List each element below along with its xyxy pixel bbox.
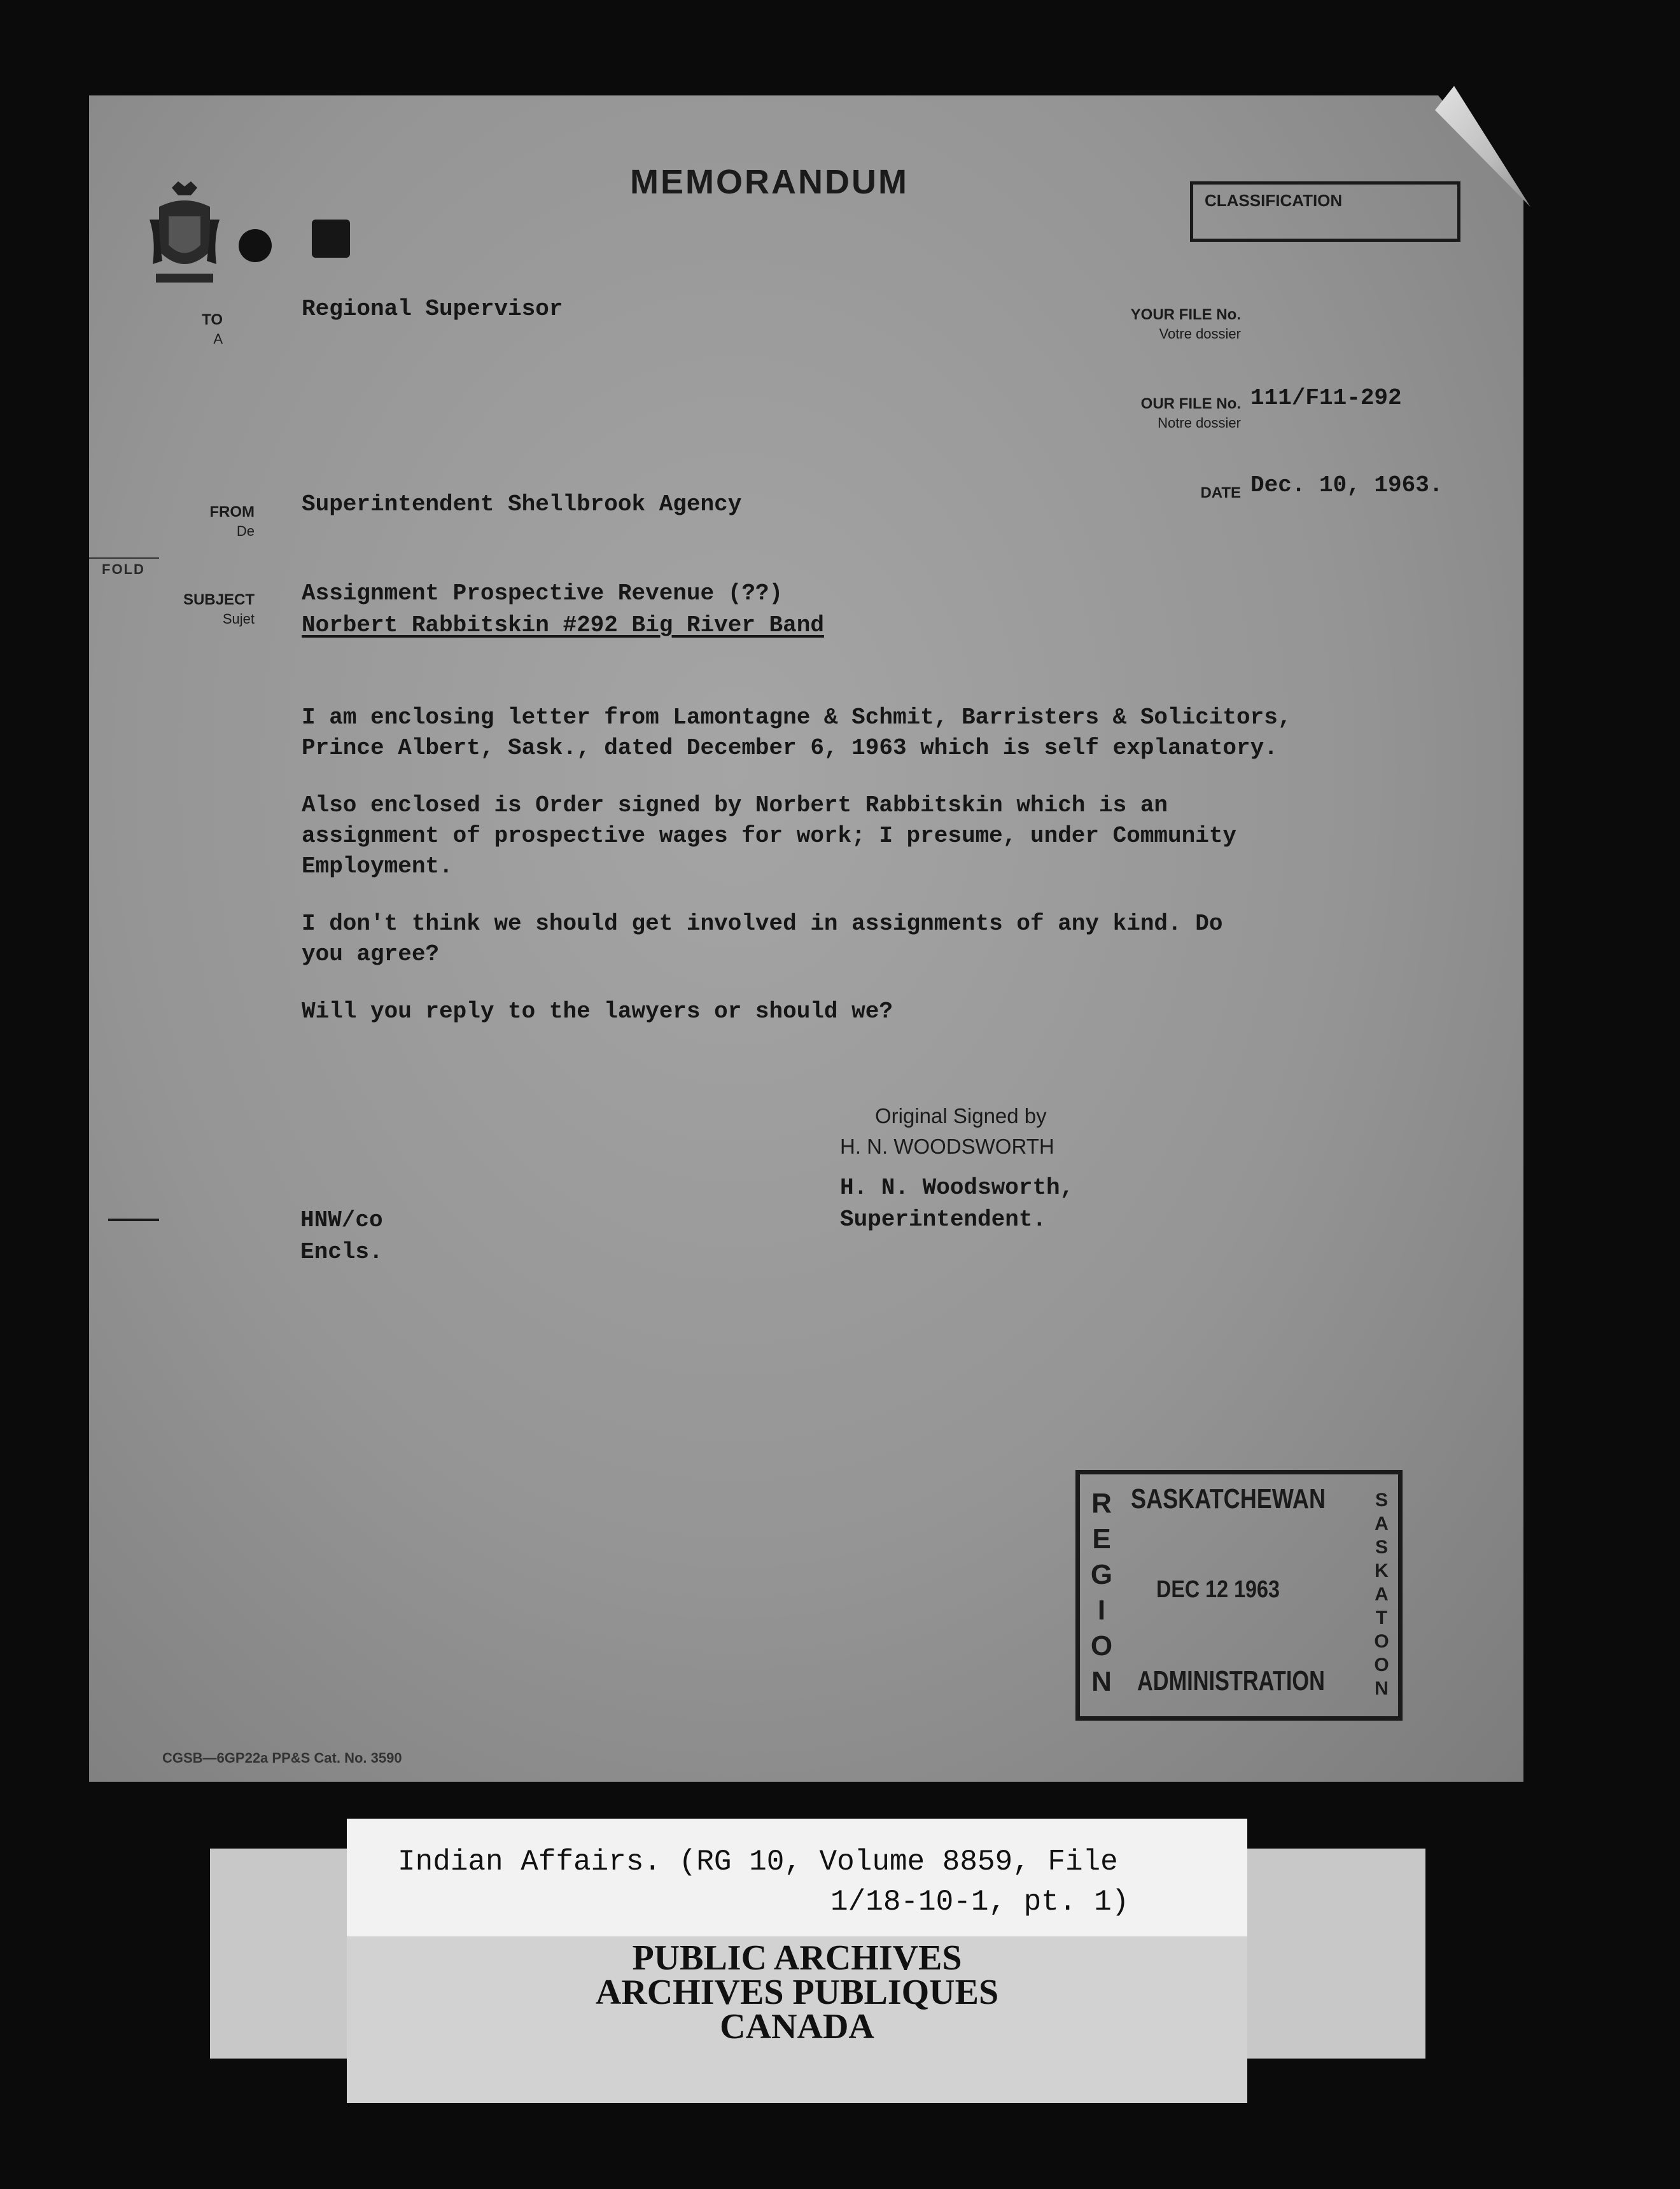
to-field: Regional Supervisor [302,296,563,322]
body-line: I don't think we should get involved in assignments of any kind. Do [302,911,1223,937]
date-label: DATE [1200,484,1241,501]
initials-line: HNW/co [300,1207,383,1233]
original-signed-text: Original Signed by [875,1104,1047,1128]
reference-initials [300,1205,383,1268]
subject-label-fr: Sujet [222,611,255,627]
body-line: I am enclosing letter from Lamontagne & Schmit, Barristers & Solicitors, [302,704,1292,731]
stamp-top-text: SASKATCHEWAN [1131,1483,1326,1514]
stamp-region-letter: R [1091,1488,1112,1519]
stamp-city-letter: O [1374,1631,1389,1652]
stamp-region-letter: N [1091,1666,1112,1697]
stamp-region-vertical [1089,1486,1114,1700]
ink-blot-mark [312,220,350,258]
body-line: Prince Albert, Sask., dated December 6, 1963 which is self explanatory. [302,735,1278,761]
body-line: assignment of prospective wages for work; I presume, under Community [302,823,1237,849]
stamp-city-letter: O [1374,1654,1389,1675]
stamp-city-letter: A [1375,1513,1389,1534]
archive-label [347,1938,1247,2046]
stamp-city-letter: N [1375,1678,1389,1699]
signature-stamp [840,1101,1054,1162]
from-field: Superintendent Shellbrook Agency [302,491,742,517]
to-label-en: TO [202,311,223,328]
typed-signature [840,1172,1074,1236]
stamp-region-letter: E [1092,1523,1111,1555]
fold-mark-line [89,557,159,559]
our-file-field: 111/F11-292 [1250,385,1402,411]
punch-hole-mark [239,229,272,262]
stamp-region-letter: O [1090,1630,1113,1661]
body-line: Employment. [302,853,453,879]
body-line: Also enclosed is Order signed by Norbert Rabbitskin which is an [302,792,1168,818]
archive-line-1: PUBLIC ARCHIVES [632,1938,962,1978]
stamp-city-letter: K [1375,1560,1389,1581]
stamp-date: DEC 12 1963 [1156,1576,1280,1603]
stamp-city-letter: A [1375,1584,1389,1605]
your-file-label-fr: Votre dossier [1159,326,1241,342]
from-label [165,503,255,541]
our-file-label-fr: Notre dossier [1158,415,1241,431]
stamp-region-letter: I [1097,1595,1106,1626]
typed-name: H. N. Woodsworth, [840,1175,1074,1201]
our-file-label-en: OUR FILE No. [1140,395,1241,412]
body-line: you agree? [302,941,440,967]
archive-line-3: CANADA [720,2007,874,2046]
fold-label: FOLD [102,561,145,577]
form-number: CGSB—6GP22a PP&S Cat. No. 3590 [162,1750,402,1766]
your-file-label-en: YOUR FILE No. [1130,306,1241,323]
reference-line-1: Indian Affairs. (RG 10, Volume 8859, File [398,1845,1118,1878]
from-label-en: FROM [209,503,255,521]
archive-line-2: ARCHIVES PUBLIQUES [595,1973,999,2012]
to-label-fr: A [213,331,223,347]
subject-label [153,591,255,629]
subject-line-1: Assignment Prospective Revenue (??) [302,580,783,606]
typed-title: Superintendent. [840,1206,1047,1233]
reference-line-2: 1/18-10-1, pt. 1) [830,1885,1130,1919]
subject-label-en: SUBJECT [183,591,255,608]
classification-box [1190,181,1460,242]
from-label-fr: De [236,523,255,539]
stamp-city-letter: S [1375,1490,1388,1511]
our-file-label [1031,395,1241,433]
stamp-city-letter: S [1375,1537,1388,1558]
received-stamp [1075,1470,1403,1721]
stamp-bottom-text: ADMINISTRATION [1137,1665,1325,1696]
stamp-region-letter: G [1090,1559,1113,1590]
stamp-city-vertical [1370,1488,1393,1700]
margin-dash [108,1219,159,1221]
stamped-name: H. N. WOODSWORTH [840,1135,1054,1158]
classification-label: CLASSIFICATION [1205,191,1343,210]
date-field: Dec. 10, 1963. [1250,472,1443,498]
enclosures-line: Encls. [300,1239,383,1265]
subject-line-2: Norbert Rabbitskin #292 Big River Band [302,612,824,638]
body-line: Will you reply to the lawyers or should we? [302,998,893,1025]
stamp-city-letter: T [1375,1607,1388,1628]
archive-reference-card [347,1819,1247,1936]
coat-of-arms-icon [146,181,223,296]
your-file-label [1031,305,1241,344]
memo-title: MEMORANDUM [630,163,909,201]
to-label [185,311,223,349]
